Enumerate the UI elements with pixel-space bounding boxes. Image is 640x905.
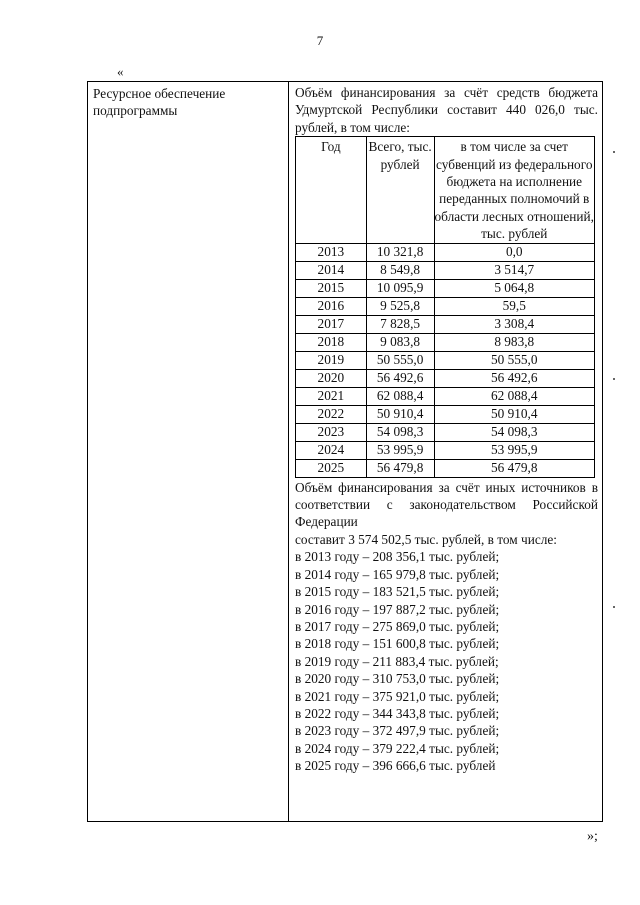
cell-year: 2016 bbox=[296, 297, 367, 315]
table-row bbox=[296, 423, 595, 441]
cell-total: 62 088,4 bbox=[366, 387, 434, 405]
cell-federal: 3 514,7 bbox=[434, 261, 594, 279]
cell-total: 50 910,4 bbox=[366, 405, 434, 423]
closing-quote: »; bbox=[587, 829, 598, 844]
cell-year: 2018 bbox=[296, 333, 367, 351]
table-row bbox=[296, 441, 595, 459]
table-row bbox=[296, 351, 595, 369]
table-row bbox=[296, 387, 595, 405]
cell-total: 56 479,8 bbox=[366, 459, 434, 477]
budget-intro-text: Объём финансирования за счёт средств бюджета Удмуртской Республики составит 440 026,0 тыс. рублей, в том числе: bbox=[295, 85, 598, 135]
cell-year: 2017 bbox=[296, 315, 367, 333]
column-divider bbox=[288, 82, 289, 821]
resource-table bbox=[87, 81, 603, 822]
list-item: в 2013 году – 208 356,1 тыс. рублей; bbox=[295, 549, 500, 565]
other-sources-text bbox=[295, 479, 598, 549]
header-federal-subvention: в том числе за счет субвенций из федерального бюджета на исполнение переданных полномочий в области лесных отношений, тыс. рублей bbox=[434, 137, 594, 243]
scan-speck bbox=[613, 606, 615, 608]
list-item: в 2016 году – 197 887,2 тыс. рублей; bbox=[295, 601, 500, 617]
cell-year: 2021 bbox=[296, 387, 367, 405]
cell-total: 50 555,0 bbox=[366, 351, 434, 369]
cell-total: 56 492,6 bbox=[366, 369, 434, 387]
cell-federal: 59,5 bbox=[434, 297, 594, 315]
page-number: 7 bbox=[316, 33, 324, 48]
other-sources-intro: Объём финансирования за счёт иных источников в соответствии с законодательством Российской Федерации bbox=[295, 479, 598, 530]
cell-total: 54 098,3 bbox=[366, 423, 434, 441]
list-item: в 2015 году – 183 521,5 тыс. рублей; bbox=[295, 584, 500, 600]
funding-table-body bbox=[296, 243, 595, 477]
cell-federal: 5 064,8 bbox=[434, 279, 594, 297]
cell-total: 10 321,8 bbox=[366, 243, 434, 261]
table-row bbox=[296, 261, 595, 279]
cell-federal: 50 910,4 bbox=[434, 405, 594, 423]
cell-federal: 62 088,4 bbox=[434, 387, 594, 405]
table-row bbox=[296, 297, 595, 315]
cell-federal: 56 479,8 bbox=[434, 459, 594, 477]
scan-speck bbox=[613, 151, 615, 153]
cell-year: 2020 bbox=[296, 369, 367, 387]
cell-federal: 53 995,9 bbox=[434, 441, 594, 459]
table-row bbox=[296, 315, 595, 333]
table-row bbox=[296, 369, 595, 387]
cell-year: 2015 bbox=[296, 279, 367, 297]
cell-federal: 3 308,4 bbox=[434, 315, 594, 333]
cell-year: 2013 bbox=[296, 243, 367, 261]
table-row bbox=[296, 333, 595, 351]
header-total: Всего, тыс. рублей bbox=[366, 137, 434, 243]
table-header-row bbox=[296, 137, 595, 243]
cell-total: 9 083,8 bbox=[366, 333, 434, 351]
cell-federal: 56 492,6 bbox=[434, 369, 594, 387]
table-row bbox=[296, 459, 595, 477]
cell-year: 2025 bbox=[296, 459, 367, 477]
cell-federal: 0,0 bbox=[434, 243, 594, 261]
list-item: в 2019 году – 211 883,4 тыс. рублей; bbox=[295, 653, 499, 669]
cell-year: 2019 bbox=[296, 351, 367, 369]
list-item: в 2018 году – 151 600,8 тыс. рублей; bbox=[295, 636, 500, 652]
scan-speck bbox=[613, 378, 615, 380]
list-item: в 2024 году – 379 222,4 тыс. рублей; bbox=[295, 740, 500, 756]
funding-table bbox=[295, 136, 595, 477]
other-sources-total: составит 3 574 502,5 тыс. рублей, в том числе: bbox=[295, 531, 557, 547]
header-year: Год bbox=[296, 137, 367, 243]
list-item: в 2021 году – 375 921,0 тыс. рублей; bbox=[295, 688, 500, 704]
cell-total: 7 828,5 bbox=[366, 315, 434, 333]
list-item: в 2022 году – 344 343,8 тыс. рублей; bbox=[295, 705, 500, 721]
list-item: в 2020 году – 310 753,0 тыс. рублей; bbox=[295, 671, 500, 687]
table-row bbox=[296, 243, 595, 261]
table-row bbox=[296, 405, 595, 423]
list-item: в 2017 году – 275 869,0 тыс. рублей; bbox=[295, 618, 500, 634]
cell-year: 2022 bbox=[296, 405, 367, 423]
cell-year: 2023 bbox=[296, 423, 367, 441]
cell-federal: 8 983,8 bbox=[434, 333, 594, 351]
section-label: Ресурсное обеспечение подпрограммы bbox=[93, 86, 226, 118]
cell-total: 10 095,9 bbox=[366, 279, 434, 297]
cell-total: 9 525,8 bbox=[366, 297, 434, 315]
cell-year: 2014 bbox=[296, 261, 367, 279]
list-item: в 2025 году – 396 666,6 тыс. рублей bbox=[295, 758, 496, 774]
cell-federal: 54 098,3 bbox=[434, 423, 594, 441]
yearly-funding-list bbox=[295, 548, 598, 774]
list-item: в 2014 году – 165 979,8 тыс. рублей; bbox=[295, 566, 500, 582]
opening-quote: « bbox=[117, 64, 124, 79]
list-item: в 2023 году – 372 497,9 тыс. рублей; bbox=[295, 723, 500, 739]
cell-federal: 50 555,0 bbox=[434, 351, 594, 369]
cell-total: 53 995,9 bbox=[366, 441, 434, 459]
funding-content bbox=[295, 82, 598, 775]
cell-year: 2024 bbox=[296, 441, 367, 459]
cell-total: 8 549,8 bbox=[366, 261, 434, 279]
table-row bbox=[296, 279, 595, 297]
